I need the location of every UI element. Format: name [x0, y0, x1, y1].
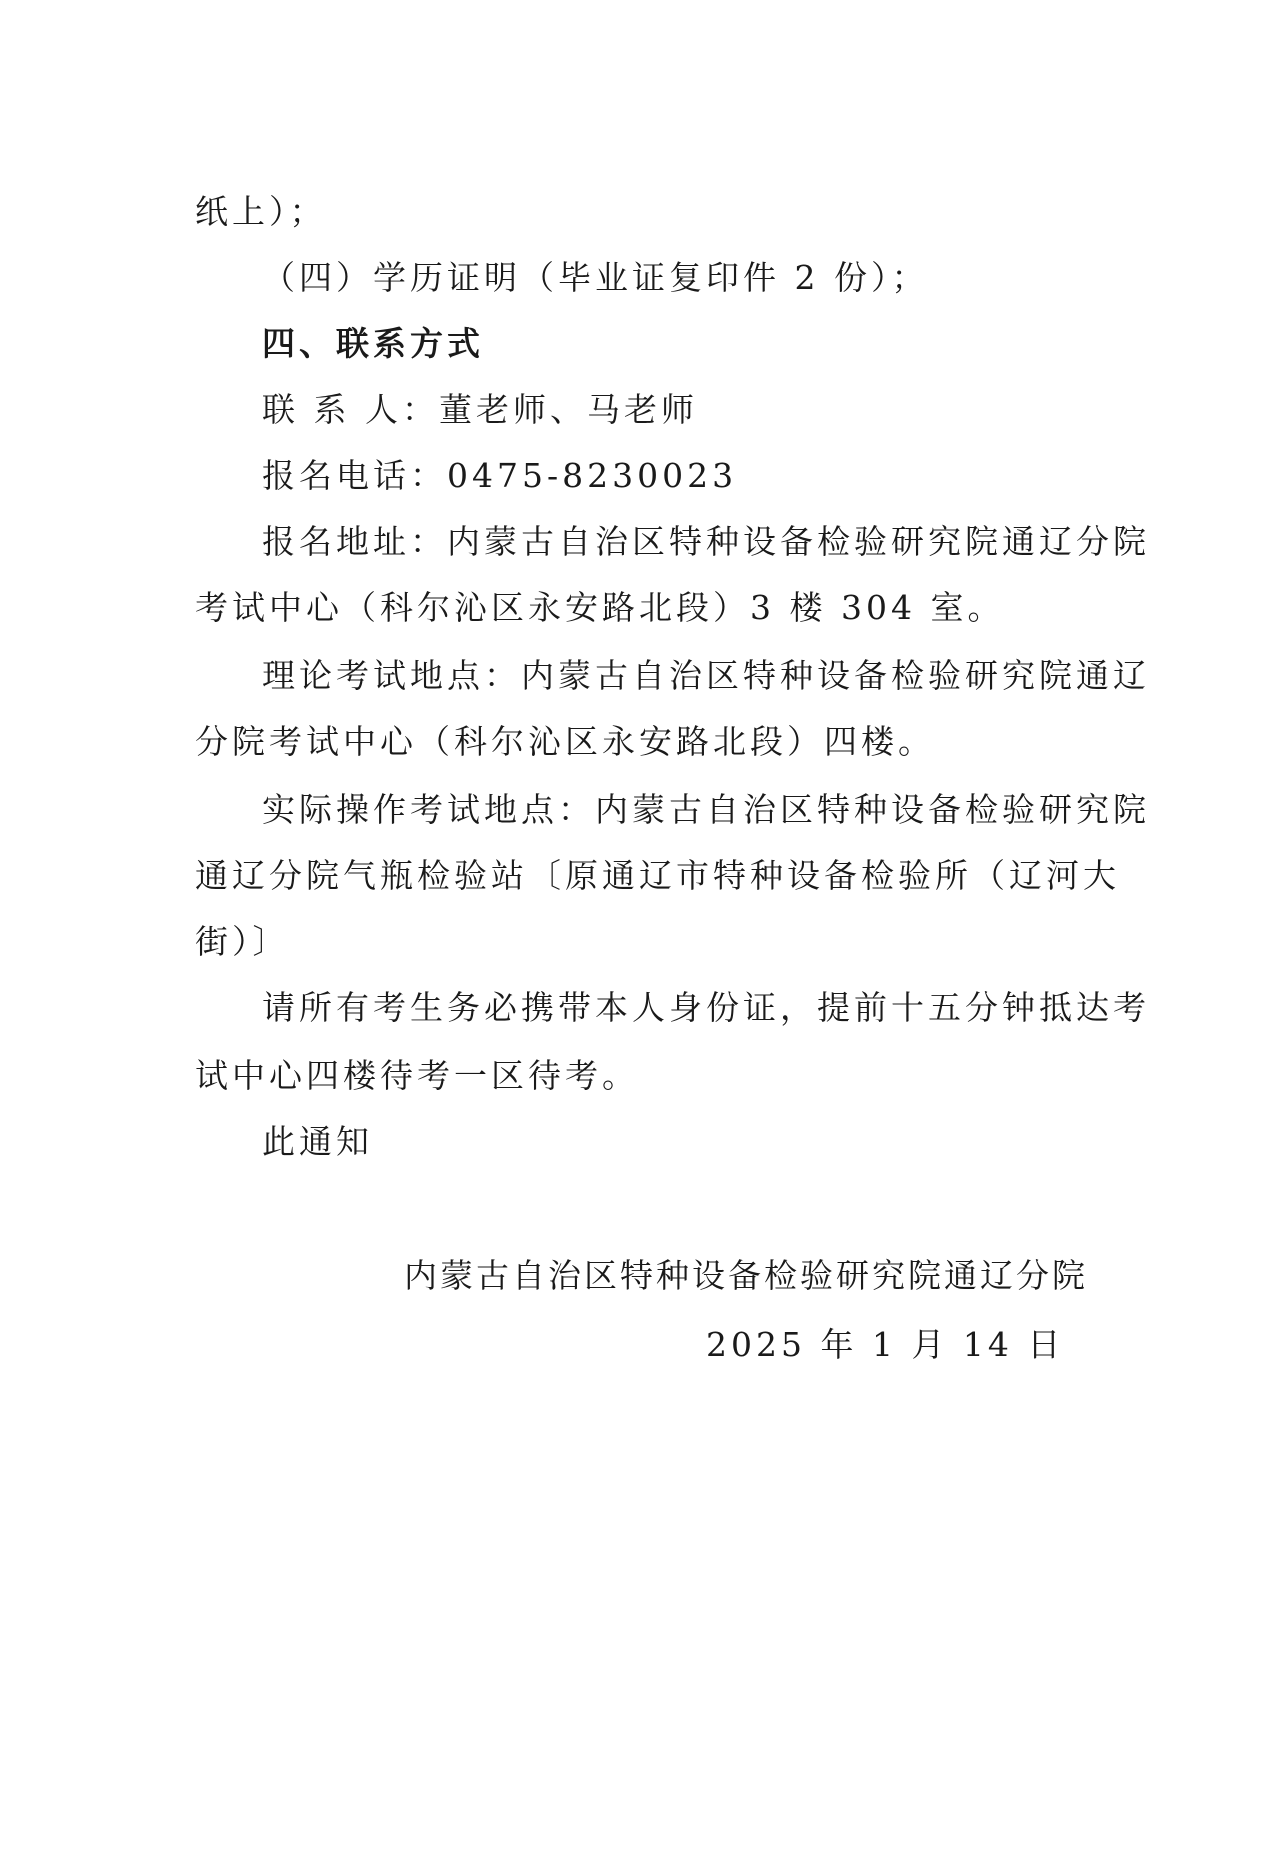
address-line-cont: 考试中心（科尔沁区永安路北段）3 楼 304 室。	[195, 588, 1005, 627]
closing-line: 此通知	[262, 1122, 373, 1161]
notice-line: 请所有考生务必携带本人身份证，提前十五分钟抵达考	[262, 988, 1150, 1027]
phone-line: 报名电话：0475-8230023	[262, 456, 738, 495]
notice-line-cont: 试中心四楼待考一区待考。	[195, 1056, 639, 1095]
signature-date: 2025 年 1 月 14 日	[706, 1325, 1065, 1364]
address-line: 报名地址：内蒙古自治区特种设备检验研究院通辽分院	[262, 522, 1150, 561]
section-heading: 四、联系方式	[262, 324, 484, 363]
practical-exam-line-cont: 街）〕	[195, 922, 290, 961]
theory-exam-line: 理论考试地点：内蒙古自治区特种设备检验研究院通辽	[262, 656, 1150, 695]
theory-exam-line-cont: 分院考试中心（科尔沁区永安路北段）四楼。	[195, 722, 935, 761]
practical-exam-line: 实际操作考试地点：内蒙古自治区特种设备检验研究院	[262, 790, 1150, 829]
contact-person-line: 联 系 人：董老师、马老师	[262, 390, 698, 429]
text-line: 纸上）；	[195, 192, 327, 231]
text-line: （四）学历证明（毕业证复印件 2 份）；	[262, 258, 929, 297]
signature-organization: 内蒙古自治区特种设备检验研究院通辽分院	[404, 1256, 1088, 1295]
practical-exam-line-cont: 通辽分院气瓶检验站〔原通辽市特种设备检验所（辽河大	[195, 856, 1120, 895]
